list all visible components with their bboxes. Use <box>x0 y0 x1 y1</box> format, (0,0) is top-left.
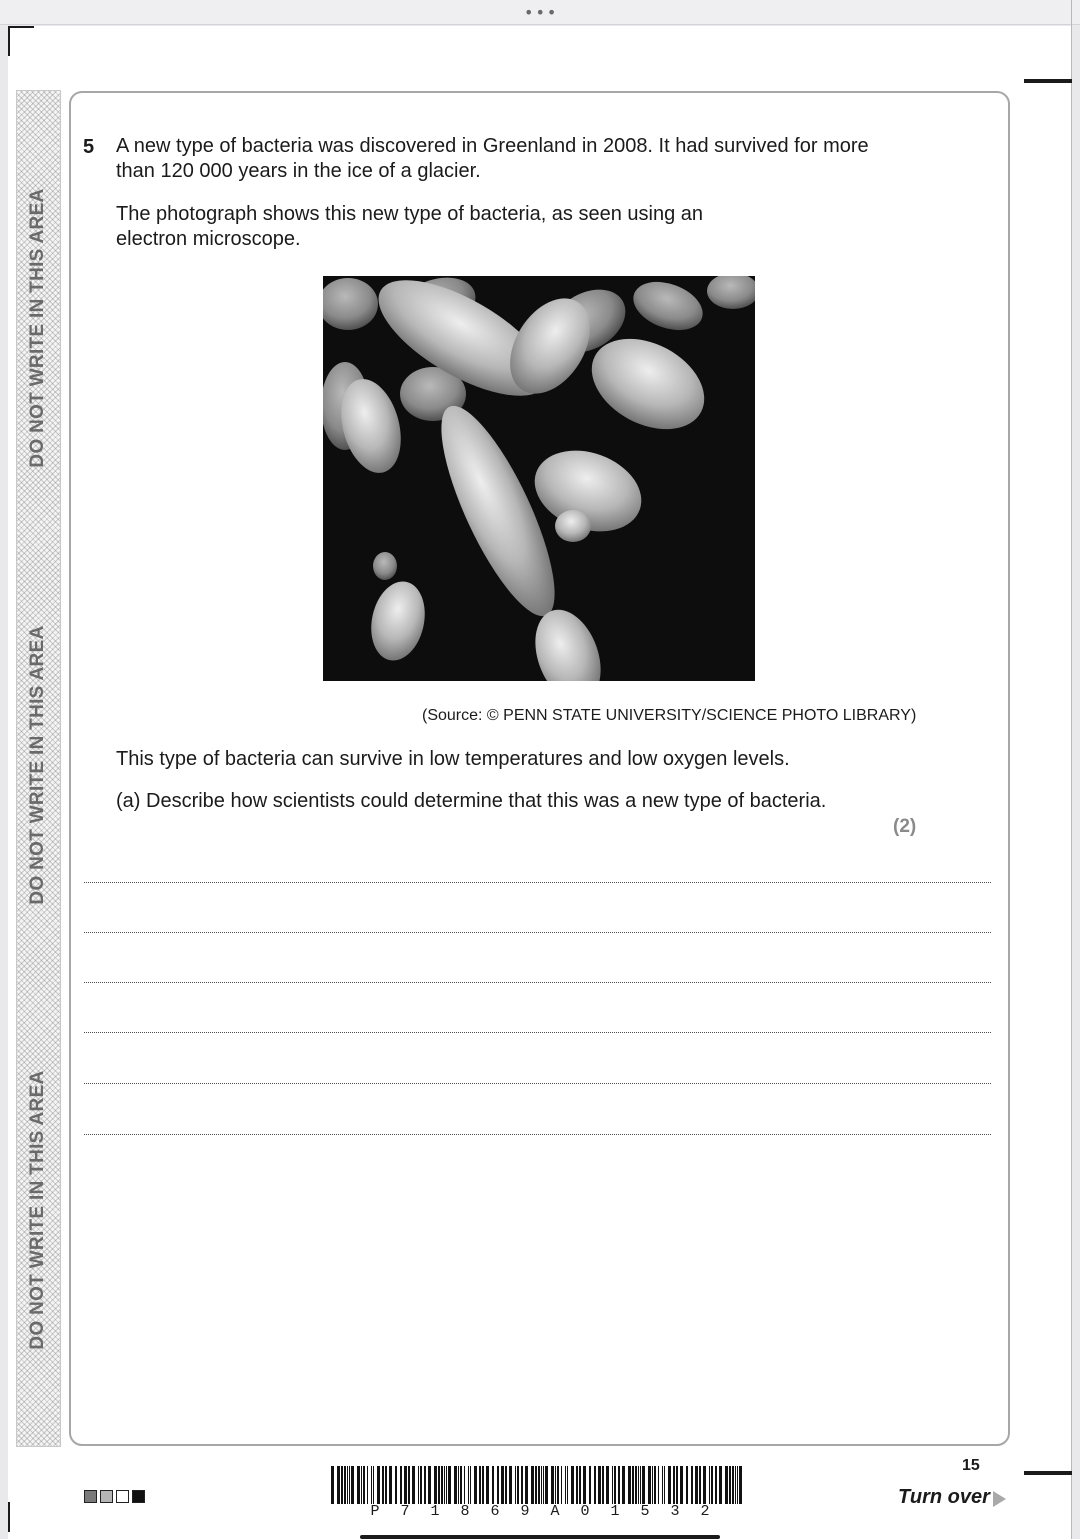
barcode-bar <box>561 1466 562 1504</box>
barcode-bar <box>441 1466 443 1504</box>
barcode-bar <box>446 1466 447 1504</box>
barcode-bar <box>497 1466 499 1504</box>
barcode-bar <box>583 1466 586 1504</box>
barcode-bar <box>408 1466 410 1504</box>
barcode-bar <box>341 1466 343 1504</box>
barcode-bar <box>377 1466 380 1504</box>
barcode-bar <box>521 1466 523 1504</box>
barcode-bar <box>594 1466 596 1504</box>
barcode-bar <box>652 1466 653 1504</box>
barcode-character: 3 <box>670 1503 680 1520</box>
barcode-bar <box>739 1466 742 1504</box>
viewer-top-bar <box>0 0 1080 25</box>
barcode-bar <box>662 1466 663 1504</box>
barcode-bar <box>501 1466 504 1504</box>
barcode-bar <box>551 1466 554 1504</box>
margin-warning-text: DO NOT WRITE IN THIS AREA <box>27 1070 48 1350</box>
barcode-bar <box>404 1466 407 1504</box>
answer-line[interactable] <box>84 1083 991 1084</box>
turn-over-label: Turn over <box>898 1486 990 1508</box>
barcode-character: 5 <box>640 1503 650 1520</box>
barcode-bar <box>486 1466 489 1504</box>
barcode-bar <box>642 1466 645 1504</box>
survival-statement: This type of bacteria can survive in low temperatures and low oxygen levels. <box>116 748 790 770</box>
page-number: 15 <box>962 1457 980 1474</box>
barcode-bar <box>538 1466 540 1504</box>
barcode-bar <box>557 1466 559 1504</box>
barcode-bar <box>395 1466 397 1504</box>
barcode-bar <box>664 1466 665 1504</box>
barcode-bar <box>648 1466 651 1504</box>
barcode-bar <box>460 1466 462 1504</box>
answer-line[interactable] <box>84 982 991 983</box>
barcode-bar <box>699 1466 701 1504</box>
barcode-bar <box>525 1466 528 1504</box>
barcode-bar <box>703 1466 706 1504</box>
barcode-bar <box>618 1466 620 1504</box>
barcode-bar <box>479 1466 481 1504</box>
barcode-bar <box>464 1466 465 1504</box>
barcode-bar <box>382 1466 384 1504</box>
barcode-bar <box>576 1466 578 1504</box>
barcode-bar <box>470 1466 471 1504</box>
registration-mark-top-right <box>1024 79 1072 83</box>
scroll-indicator[interactable] <box>360 1535 720 1539</box>
barcode-bar <box>735 1466 736 1504</box>
barcode-bar <box>515 1466 516 1504</box>
barcode-bar <box>347 1466 348 1504</box>
barcode-bar <box>719 1466 722 1504</box>
barcode-character: 7 <box>400 1503 410 1520</box>
barcode-character: 8 <box>460 1503 470 1520</box>
turn-over-arrow-icon <box>993 1491 1006 1507</box>
barcode-bar <box>349 1466 350 1504</box>
barcode-bar <box>351 1466 354 1504</box>
photo-caption-line-2: electron microscope. <box>116 228 301 250</box>
barcode-bar <box>535 1466 537 1504</box>
barcode-bar <box>565 1466 566 1504</box>
barcode-bar <box>695 1466 698 1504</box>
barcode-bar <box>545 1466 548 1504</box>
barcode-bar <box>628 1466 631 1504</box>
answer-line[interactable] <box>84 882 991 883</box>
barcode-bar <box>357 1466 360 1504</box>
barcode-bar <box>606 1466 609 1504</box>
corner-mark-top-left-h <box>8 26 34 28</box>
barcode-bar <box>468 1466 469 1504</box>
barcode-bar <box>632 1466 634 1504</box>
barcode-bar <box>654 1466 656 1504</box>
barcode-bar <box>418 1466 419 1504</box>
barcode-bar <box>658 1466 659 1504</box>
barcode-bar <box>725 1466 728 1504</box>
barcode-bar <box>428 1466 431 1504</box>
barcode-bar <box>361 1466 362 1504</box>
barcode-bar <box>424 1466 426 1504</box>
barcode-character: 2 <box>700 1503 710 1520</box>
barcode-bar <box>571 1466 574 1504</box>
barcode-bar <box>598 1466 601 1504</box>
barcode-bar <box>337 1466 340 1504</box>
barcode-bar <box>555 1466 556 1504</box>
barcode-character: 1 <box>430 1503 440 1520</box>
barcode-character: 9 <box>520 1503 530 1520</box>
question-number: 5 <box>83 136 95 158</box>
barcode-bar <box>331 1466 334 1504</box>
answer-line[interactable] <box>84 1032 991 1033</box>
photo-caption-line-1: The photograph shows this new type of bacteria, as seen using an <box>116 203 704 225</box>
barcode-bar <box>686 1466 688 1504</box>
barcode-bar <box>640 1466 641 1504</box>
barcode-bar <box>638 1466 639 1504</box>
color-calibration-square <box>84 1490 97 1503</box>
barcode-bar <box>579 1466 581 1504</box>
page-edge <box>1071 0 1072 1539</box>
barcode-bar <box>363 1466 365 1504</box>
color-calibration-square <box>100 1490 113 1503</box>
more-dots-icon[interactable]: ••• <box>524 3 559 22</box>
barcode-bar <box>371 1466 372 1504</box>
barcode-bar <box>412 1466 415 1504</box>
margin-warning-text: DO NOT WRITE IN THIS AREA <box>27 625 48 905</box>
answer-line[interactable] <box>84 932 991 933</box>
barcode-bar <box>673 1466 675 1504</box>
registration-mark-bottom-right <box>1024 1471 1072 1475</box>
barcode-bar <box>454 1466 457 1504</box>
barcode-bar <box>612 1466 613 1504</box>
barcode <box>331 1466 745 1504</box>
barcode-bar <box>541 1466 542 1504</box>
color-calibration-square <box>116 1490 129 1503</box>
barcode-bar <box>474 1466 477 1504</box>
barcode-bar <box>385 1466 387 1504</box>
color-calibration-square <box>132 1490 145 1503</box>
barcode-bar <box>567 1466 568 1504</box>
barcode-bar <box>509 1466 512 1504</box>
margin-warning-text: DO NOT WRITE IN THIS AREA <box>27 188 48 468</box>
barcode-bar <box>482 1466 484 1504</box>
barcode-bar <box>448 1466 451 1504</box>
barcode-bar <box>709 1466 710 1504</box>
barcode-bar <box>517 1466 519 1504</box>
barcode-bar <box>680 1466 683 1504</box>
barcode-bar <box>420 1466 422 1504</box>
corner-mark-top-left-v <box>8 26 10 56</box>
barcode-bar <box>711 1466 713 1504</box>
barcode-character: 1 <box>610 1503 620 1520</box>
barcode-bar <box>492 1466 494 1504</box>
barcode-bar <box>635 1466 637 1504</box>
barcode-character: 6 <box>490 1503 500 1520</box>
barcode-bar <box>444 1466 445 1504</box>
barcode-bar <box>400 1466 402 1504</box>
barcode-character: P <box>370 1503 380 1520</box>
barcode-bar <box>668 1466 671 1504</box>
barcode-bar <box>505 1466 507 1504</box>
barcode-bar <box>543 1466 544 1504</box>
bacteria-micrograph <box>323 276 755 681</box>
part-a-question: (a) Describe how scientists could determine that this was a new type of bacteria. <box>116 790 827 812</box>
image-source-credit: (Source: © PENN STATE UNIVERSITY/SCIENCE PHOTO LIBRARY) <box>422 707 917 724</box>
barcode-bar <box>389 1466 392 1504</box>
intro-line-2: than 120 000 years in the ice of a glacier. <box>116 160 481 182</box>
answer-line[interactable] <box>84 1134 991 1135</box>
part-a-marks: (2) <box>893 816 917 837</box>
intro-line-1: A new type of bacteria was discovered in Greenland in 2008. It had survived for more <box>116 135 869 157</box>
barcode-bar <box>367 1466 368 1504</box>
barcode-bar <box>434 1466 437 1504</box>
barcode-bar <box>732 1466 734 1504</box>
barcode-bar <box>531 1466 534 1504</box>
barcode-bar <box>458 1466 459 1504</box>
barcode-bar <box>614 1466 616 1504</box>
barcode-bar <box>589 1466 591 1504</box>
barcode-bar <box>438 1466 440 1504</box>
barcode-bar <box>622 1466 625 1504</box>
barcode-bar <box>729 1466 731 1504</box>
barcode-bar <box>715 1466 717 1504</box>
barcode-character: A <box>550 1503 560 1520</box>
barcode-bar <box>602 1466 604 1504</box>
barcode-character: 0 <box>580 1503 590 1520</box>
barcode-bar <box>691 1466 693 1504</box>
barcode-bar <box>344 1466 346 1504</box>
barcode-bar <box>737 1466 738 1504</box>
barcode-bar <box>373 1466 374 1504</box>
corner-mark-bottom-left <box>8 1502 10 1532</box>
barcode-bar <box>676 1466 678 1504</box>
